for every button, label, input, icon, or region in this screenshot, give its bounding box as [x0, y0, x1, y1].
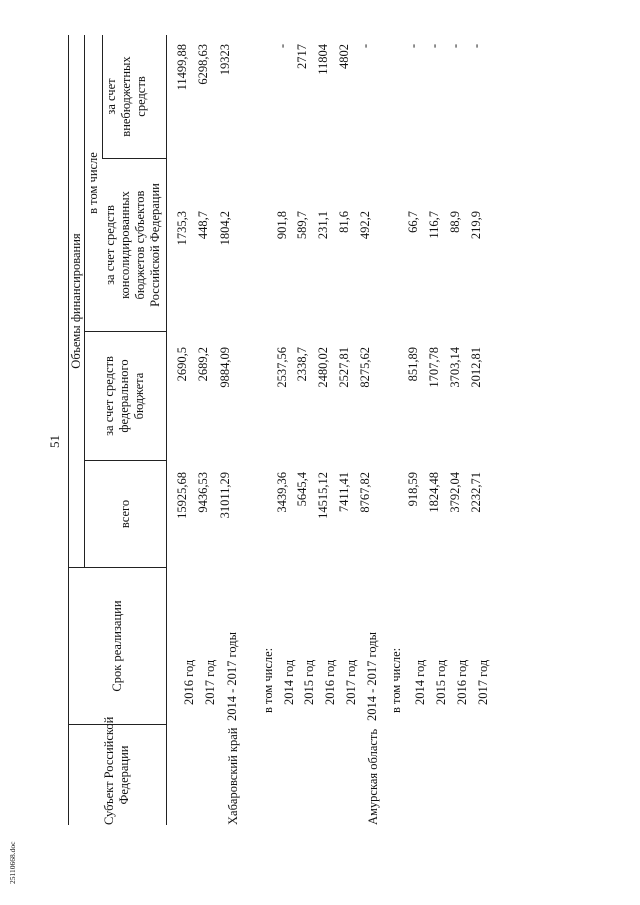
header-subject-line: Федерации [117, 745, 131, 805]
header-extrabudget-line: за счет [104, 78, 118, 115]
header-extrabudget-line: средств [134, 76, 148, 117]
cell-federal: 9884,09 [218, 347, 232, 388]
cell-period: в том числе: [261, 647, 275, 713]
header-consolidated-line: консолидированных [118, 191, 132, 299]
cell-subject: Хабаровский край [226, 727, 240, 825]
cell-extrabudget: 19323 [218, 44, 232, 76]
cell-period: 2014 - 2017 годы [225, 631, 239, 721]
cell-federal: 2012,81 [469, 347, 483, 388]
cell-total: 14515,12 [316, 472, 330, 519]
cell-total: 1824,48 [427, 472, 441, 513]
cell-federal: 1707,78 [427, 347, 441, 388]
cell-extrabudget: - [427, 44, 441, 49]
cell-subject: Амурская область [366, 728, 380, 825]
cell-federal: 851,89 [406, 347, 420, 382]
cell-period: 2014 - 2017 годы [365, 631, 379, 721]
cell-federal: 3703,14 [448, 347, 462, 388]
header-subject [102, 716, 132, 825]
header-including-label: в том числе [86, 152, 100, 214]
cell-consolidated: 1804,2 [218, 211, 232, 246]
header-including [86, 35, 101, 331]
cell-extrabudget: 2717 [295, 44, 309, 69]
cell-period: 2015 год [434, 659, 448, 705]
cell-consolidated: 219,9 [469, 211, 483, 240]
funding-header-rule [84, 35, 85, 568]
table-area [68, 23, 528, 865]
cell-consolidated: 589,7 [295, 211, 309, 240]
header-period [110, 568, 125, 724]
cell-period: 2017 год [344, 659, 358, 705]
cell-period: 2016 год [455, 659, 469, 705]
cell-period: 2016 год [323, 659, 337, 705]
cell-period: в том числе: [389, 647, 403, 713]
cell-extrabudget: - [275, 44, 289, 49]
header-total [118, 461, 133, 567]
header-consolidated-line: Российской Федерации [148, 183, 162, 307]
cell-total: 2232,71 [469, 472, 483, 513]
header-federal-line: за счет средств [102, 356, 116, 436]
header-extrabudget-line: внебюджетных [119, 56, 133, 137]
header-consolidated-line: за счет средств [103, 205, 117, 285]
cell-consolidated: 116,7 [427, 211, 441, 239]
cell-consolidated: 448,7 [196, 211, 210, 240]
header-subject-line: Субъект Российской [102, 716, 116, 825]
cell-extrabudget: - [406, 44, 420, 49]
cell-federal: 2689,2 [196, 347, 210, 382]
cell-consolidated: 231,1 [316, 211, 330, 240]
cell-extrabudget: 6298,63 [196, 44, 210, 85]
cell-extrabudget: 11499,88 [175, 44, 189, 91]
header-funding-label: Объемы финансирования [69, 233, 83, 369]
cell-period: 2014 год [413, 659, 427, 705]
cell-federal: 8275,62 [358, 347, 372, 388]
cell-period: 2014 год [282, 659, 296, 705]
cell-consolidated: 1735,3 [175, 211, 189, 246]
cell-total: 3792,04 [448, 472, 462, 513]
header-consolidated [103, 159, 163, 331]
cell-period: 2017 год [203, 659, 217, 705]
cell-federal: 2338,7 [295, 347, 309, 382]
funding-table [0, 23, 640, 865]
header-total-label: всего [118, 499, 132, 529]
cell-total: 8767,82 [358, 472, 372, 513]
header-federal-line: федерального [117, 359, 131, 433]
cell-consolidated: 81,6 [337, 211, 351, 233]
header-funding [69, 35, 84, 567]
header-extrabudget [104, 35, 149, 158]
cell-total: 15925,68 [175, 472, 189, 519]
cell-period: 2017 год [476, 659, 490, 705]
cell-extrabudget: 4802 [337, 44, 351, 69]
cell-consolidated: 492,2 [358, 211, 372, 240]
cell-total: 3439,36 [275, 472, 289, 513]
cell-federal: 2480,02 [316, 347, 330, 388]
cell-extrabudget: 11804 [316, 44, 330, 75]
including-header-rule [102, 35, 103, 159]
cell-consolidated: 88,9 [448, 211, 462, 233]
cell-federal: 2690,5 [175, 347, 189, 382]
header-bottom-rule [166, 35, 167, 825]
cell-total: 7411,41 [337, 472, 351, 513]
cell-federal: 2527,81 [337, 347, 351, 388]
page-number: 51 [47, 435, 62, 448]
cell-total: 5645,4 [295, 472, 309, 507]
cell-extrabudget: - [469, 44, 483, 49]
cell-consolidated: 901,8 [275, 211, 289, 240]
document-code: 25110668.doc [8, 841, 17, 884]
cell-total: 9436,53 [196, 472, 210, 513]
header-period-label: Срок реализации [110, 600, 124, 692]
header-federal [102, 332, 147, 460]
cell-extrabudget: - [448, 44, 462, 49]
cell-period: 2015 год [302, 659, 316, 705]
cell-total: 918,59 [406, 472, 420, 507]
header-federal-line: бюджета [132, 372, 146, 420]
cell-consolidated: 66,7 [406, 211, 420, 233]
cell-extrabudget: - [358, 44, 372, 49]
cell-period: 2016 год [182, 659, 196, 705]
header-consolidated-line: бюджетов субъектов [133, 190, 147, 300]
cell-total: 31011,29 [218, 472, 232, 519]
cell-federal: 2537,56 [275, 347, 289, 388]
